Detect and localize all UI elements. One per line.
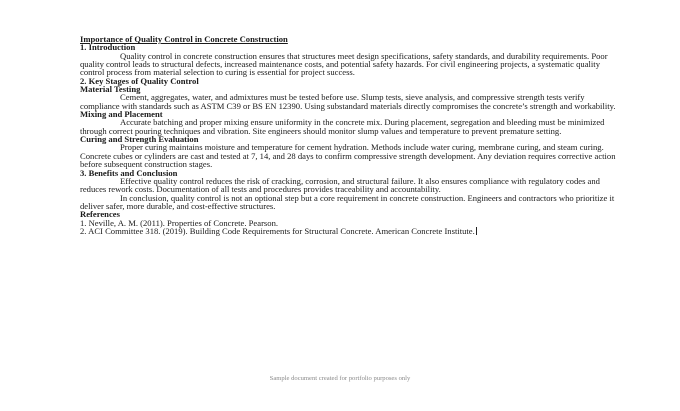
- section-heading-introduction: 1. Introduction: [80, 42, 136, 53]
- document-title: Importance of Quality Control in Concrete Construction: [80, 34, 288, 44]
- paragraph-material-testing: Cement, aggregates, water, and admixtures must be tested before use. Slump tests, sieve analysis, and compressive strength tests verify compliance with standards such as ASTM C39 or BS EN 12390. Using substandard materials directly compromises the concrete’s strength and workability.: [80, 92, 616, 111]
- references-heading: References: [80, 209, 120, 220]
- subheading-mixing-placement: Mixing and Placement: [80, 109, 163, 120]
- subheading-material-testing: Material Testing: [80, 84, 141, 95]
- reference-item: [80, 227, 620, 235]
- page-footer: Sample document created for portfolio purposes only: [269, 375, 411, 382]
- section-heading-key-stages: 2. Key Stages of Quality Control: [80, 75, 199, 86]
- section-heading-benefits: 3. Benefits and Conclusion: [80, 167, 178, 178]
- paragraph-mixing-placement: Accurate batching and proper mixing ensure uniformity in the concrete mix. During placement, segregation and bleeding must be minimized through correct pouring techniques and vibration. Site engineers should monitor slump values and temperature to prevent premature setting.: [80, 117, 605, 136]
- document-page[interactable]: [80, 35, 620, 235]
- reference-item-text: 2. ACI Committee 318. (2019). Building Code Requirements for Structural Concrete. American Concrete Institute.: [80, 225, 475, 236]
- text-cursor: [476, 227, 477, 235]
- paragraph-benefits: Effective quality control reduces the risk of cracking, corrosion, and structural failure. It also ensures compliance with regulatory codes and reduces rework costs. Documentation of all tests and procedures provides traceability and accountability.: [80, 175, 600, 195]
- subheading-curing-strength: Curing and Strength Evaluation: [80, 134, 199, 145]
- paragraph-curing-strength: Proper curing maintains moisture and temperature for cement hydration. Methods include water curing, membrane curing, and steam curing. Concrete cubes or cylinders are cast and tested at 7, 14, and 28 days to confirm compressive strength development. Any deviation requires corrective action before subsequent construction stages.: [80, 142, 616, 170]
- paragraph-introduction: Quality control in concrete construction ensures that structures meet design specifications, safety standards, and durability requirements. Poor quality control leads to structural defects, increased maintenance costs, and potential safety hazards. For civil engineering projects, a systematic quality control process from material selection to curing is essential for project success.: [80, 50, 608, 78]
- paragraph-conclusion: In conclusion, quality control is not an optional step but a core requirement in concrete construction. Engineers and contractors who prioritize it deliver safer, more durable, and cost-effective structures.: [80, 192, 615, 211]
- reference-item: 1. Neville, A. M. (2011). Properties of Concrete. Pearson.: [80, 217, 279, 228]
